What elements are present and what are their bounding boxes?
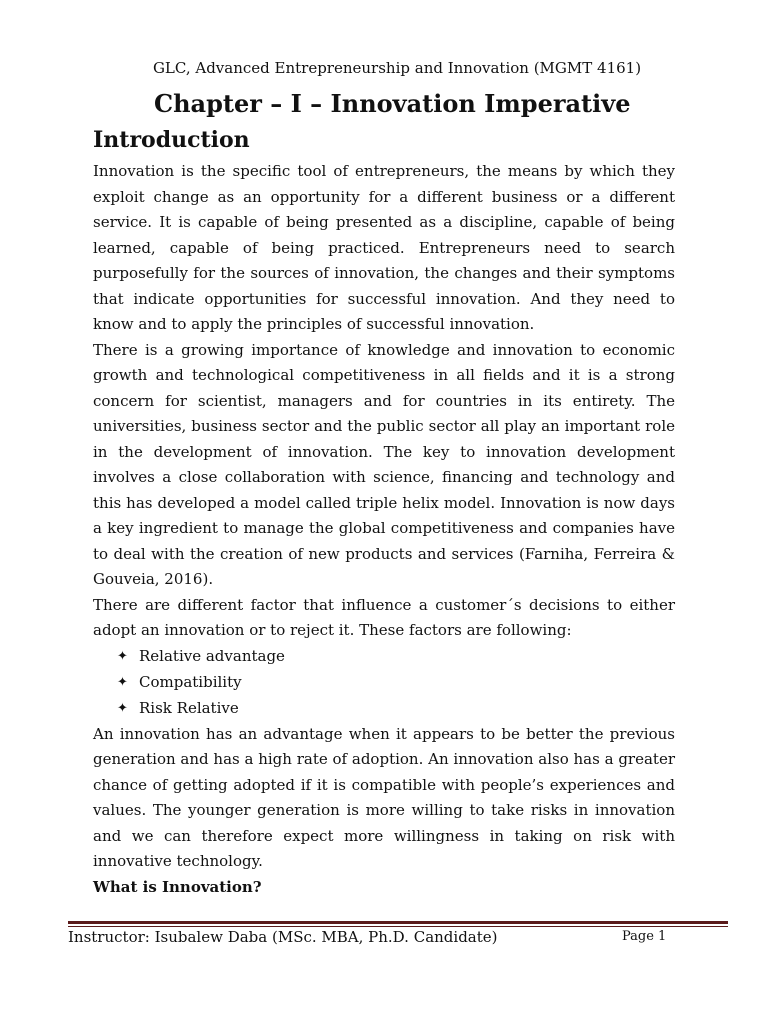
paragraph-adoption-factors: There are different factor that influence a customer´s decisions to either adopt an innovation or to reject it. These factors are following:: [93, 595, 675, 639]
paragraph-innovation-tool: Innovation is the specific tool of entrepreneurs, the means by which they exploit change as an opportunity for a different business or a different service. It is capable of being presented as a discipline, capable of being learned, capable of being practiced. Entrepreneurs need to search purposefully for the sources of innovation, the changes and their symptoms that indicate opportunities for successful innovation. And they need to know and to apply the principles of successful innovation.: [93, 162, 675, 333]
footer-instructor: Instructor: Isubalew Daba (MSc. MBA, Ph.D. Candidate): [68, 928, 498, 946]
four-pointed-star-icon: ✦: [117, 675, 128, 690]
list-item-label: Compatibility: [139, 672, 242, 691]
paragraph-advantage: An innovation has an advantage when it appears to be better the previous generation and has a high rate of adoption. An innovation also has a greater chance of getting adopted if it is compatible with people’s experiences and values. The younger generation is more willing to take risks in innovation and we can therefore expect more willingness in taking on risk with innovative technology.: [93, 724, 675, 870]
list-item-label: Relative advantage: [139, 646, 285, 665]
list-item: [117, 696, 675, 722]
footer-rule-thick: [68, 921, 728, 924]
list-item: [117, 670, 675, 696]
chapter-title: Chapter – I – Innovation Imperative: [154, 89, 631, 118]
four-pointed-star-icon: ✦: [117, 701, 128, 716]
running-header: GLC, Advanced Entrepreneurship and Innovation (MGMT 4161): [152, 59, 642, 77]
body-text: [93, 159, 675, 900]
four-pointed-star-icon: ✦: [117, 649, 128, 664]
paragraph-knowledge-growth: There is a growing importance of knowledge and innovation to economic growth and technological competitiveness in all fields and it is a strong concern for scientist, managers and for countries in its entirety. The universities, business sector and the public sector all play an important role in the development of innovation. The key to innovation development involves a close collaboration with science, financing and technology and this has developed a model called triple helix model. Innovation is now days a key ingredient to manage the global competitiveness and companies have to deal with the creation of new products and services (Farniha, Ferreira & Gouveia, 2016).: [93, 340, 675, 588]
page-number: Page 1: [622, 929, 667, 944]
factor-list: [93, 644, 675, 722]
list-item-label: Risk Relative: [139, 698, 239, 717]
list-item: [117, 644, 675, 670]
section-title: Introduction: [93, 127, 250, 153]
subheading-what-is-innovation: What is Innovation?: [93, 877, 262, 896]
